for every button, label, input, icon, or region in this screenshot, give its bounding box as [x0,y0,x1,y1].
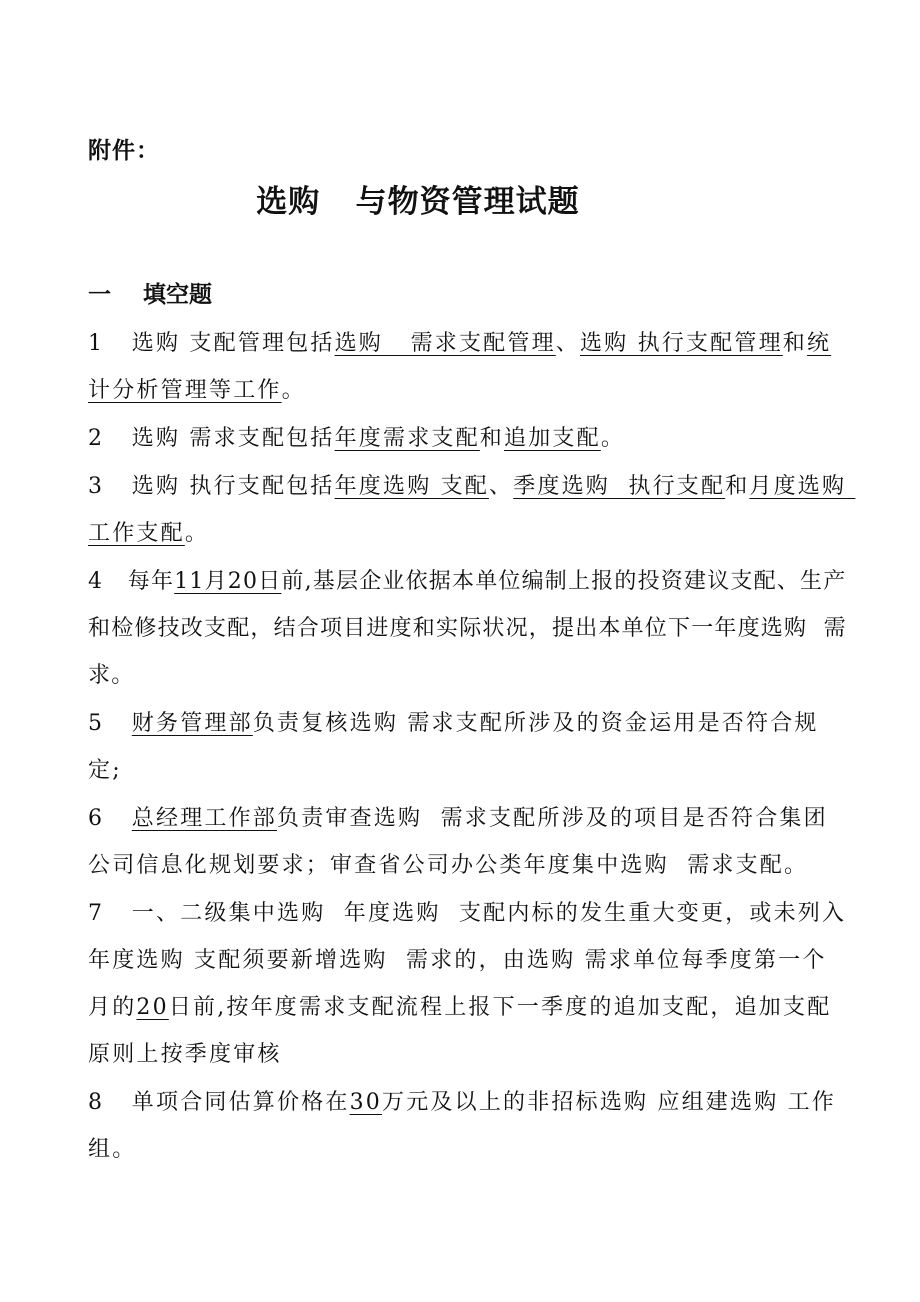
question-item [88,795,848,889]
answer-blank: 总经理工作部 [131,806,277,831]
question-text: 和 [725,474,750,499]
question-item [88,558,848,699]
answer-blank: 年度需求支配 [334,426,480,451]
question-text: 负责复核选购 需求支配所涉及的资金运用是否符合规定; [88,711,819,783]
question-text: 和 [479,426,504,451]
question-number: 7 [88,901,105,926]
question-item [88,320,848,414]
question-number: 4 [88,569,104,594]
answer-blank: 统计分析管理等工作 [88,331,832,403]
answer-blank: 20 [136,995,169,1020]
question-item [88,700,848,794]
answer-blank: 追加支配 [504,426,601,451]
question-text: 、 [489,474,514,499]
question-number: 1 [88,331,105,356]
question-item [88,415,848,462]
question-number: 3 [88,474,105,499]
question-text: 每年 [127,569,175,594]
question-number: 5 [88,711,105,736]
question-text: 和 [782,331,807,356]
answer-blank: 财务管理部 [131,711,253,736]
section-title: 填空题 [143,282,213,308]
question-text: 。 [600,426,626,451]
question-text: 、 [555,331,580,356]
answer-blank: 月度选购 工作支配 [88,474,856,546]
question-item [88,1079,848,1173]
question-item [88,463,856,557]
question-text: 选购 支配管理包括 [131,331,335,356]
section-heading [88,276,212,309]
answer-blank: 30 [349,1090,383,1115]
question-text: 选购 执行支配包括 [131,474,335,499]
question-text: 选购 需求支配包括 [131,426,335,451]
question-item [88,890,848,1078]
answer-blank: 年度选购 支配 [334,474,489,499]
question-text: 负责审查选购 需求支配所涉及的项目是否符合集团公司信息化规划要求；审查省公司办公类年度集中选购 需求支配。 [88,806,828,878]
question-text: 单项合同估算价格在 [131,1090,350,1115]
answer-blank: 11月20日 [174,569,282,594]
answer-blank: 选购 需求支配管理 [334,331,556,356]
section-number: 一 [88,282,111,308]
answer-blank: 季度选购 执行支配 [513,474,726,499]
question-text: 日前,按年度需求支配流程上报下一季度的追加支配，追加支配原则上按季度审核 [88,995,832,1067]
question-text: 。 [184,521,210,546]
question-list [88,320,856,1174]
question-text: 一、二级集中选购 年度选购 支配内标的发生重大变更，或未列入年度选购 支配须要新增选购 需求的，由选购 需求单位每季度第一个月的 [88,901,847,1020]
attachment-label: 附件： [88,138,160,164]
question-number: 8 [88,1090,105,1115]
answer-blank: 选购 执行支配管理 [579,331,783,356]
question-text: 万元及以上的非招标选购 应组建选购 工作组。 [88,1090,837,1162]
question-text: 。 [281,378,306,403]
document-title: 选购 与物资管理试题 [256,184,580,220]
question-number: 6 [88,806,105,831]
question-number: 2 [88,426,105,451]
question-text: 前,基层企业依据本单位编制上报的投资建议支配、生产和检修技改支配，结合项目进度和实际状况，提出本单位下一年度选购 需求。 [88,569,847,688]
